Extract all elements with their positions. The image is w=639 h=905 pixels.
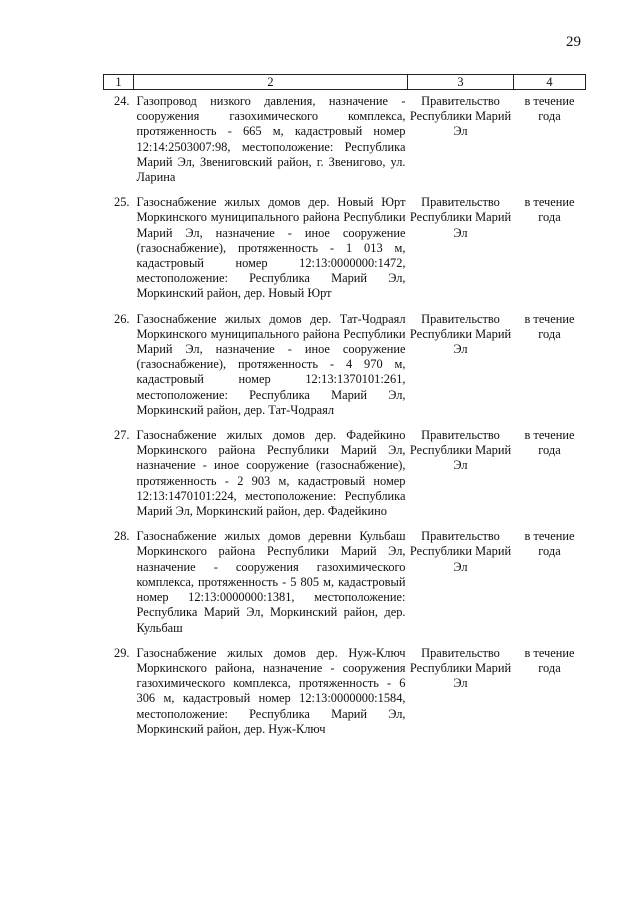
column-header-2: 2	[134, 75, 408, 90]
column-header-4: 4	[514, 75, 586, 90]
column-header-1: 1	[104, 75, 134, 90]
object-description: Газоснабжение жилых домов дер. Нуж-Ключ Моркинского района, назначение - сооружения газохимического комплекса, протяженность - 6 306 м, кадастровый номер 12:13:0000000:1584, местоположение: Республика Марий Эл, Моркинский район, дер. Нуж-Ключ	[136, 645, 406, 736]
responsible-body: Правительство Республики Марий Эл	[409, 195, 512, 240]
object-description: Газоснабжение жилых домов деревни Кульбаш Моркинского района Республики Марий Эл, назначение - сооружения газохимического комплекса, протяженность - 5 805 м, кадастровый номер 12:13:0000000:1381, местоположение: Республика Марий Эл, Моркинский район, дер. Кульбаш	[136, 529, 406, 635]
object-description: Газоснабжение жилых домов дер. Тат-Чодраял Моркинского муниципального района Республики Марий Эл, назначение - иное сооружение (газоснабжение), протяженность - 4 970 м, кадастровый номер 12:13:1370101:261, местоположение: Республика Марий Эл, Моркинский район, дер. Тат-Чодраял	[136, 311, 406, 417]
column-header-3: 3	[408, 75, 514, 90]
term: в течение года	[524, 428, 575, 458]
term: в течение года	[524, 311, 575, 341]
row-number: 26.	[114, 311, 130, 326]
table-row	[104, 642, 586, 743]
row-number: 28.	[114, 529, 130, 544]
table-row	[104, 308, 586, 424]
object-description: Газоснабжение жилых домов дер. Новый Юрт Моркинского муниципального района Республики Марий Эл, назначение - иное сооружение (газоснабжение), протяженность - 1 013 м, кадастровый номер 12:13:0000000:1472, местоположение: Республика Марий Эл, Моркинский район, дер. Новый Юрт	[136, 195, 406, 301]
responsible-body: Правительство Республики Марий Эл	[409, 645, 512, 691]
row-number: 24.	[114, 94, 130, 108]
table-row	[104, 191, 586, 307]
term: в течение года	[524, 645, 575, 675]
table-header-row	[104, 75, 586, 90]
property-table	[103, 74, 586, 743]
term: в течение года	[524, 94, 575, 124]
responsible-body: Правительство Республики Марий Эл	[409, 311, 512, 357]
row-number: 27.	[114, 428, 130, 443]
term: в течение года	[524, 195, 575, 225]
responsible-body: Правительство Республики Марий Эл	[409, 529, 512, 574]
table-row	[104, 90, 586, 192]
responsible-body: Правительство Республики Марий Эл	[409, 428, 512, 473]
table-row	[104, 525, 586, 641]
object-description: Газоснабжение жилых домов дер. Фадейкино Моркинского района Республики Марий Эл, назначение - иное сооружение (газоснабжение), протяженность - 2 903 м, кадастровый номер 12:13:1470101:224, местоположение: Республика Марий Эл, Моркинский район, дер. Фадейкино	[136, 428, 406, 519]
term: в течение года	[524, 529, 575, 559]
object-description: Газопровод низкого давления, назначение - сооружения газохимического комплекса, протяженность - 665 м, кадастровый номер 12:14:2503007:98, местоположение: Республика Марий Эл, Звениговский район, г. Звенигово, ул. Ларина	[136, 94, 406, 185]
row-number: 29.	[114, 645, 130, 660]
row-number: 25.	[114, 195, 130, 210]
table-row	[104, 424, 586, 525]
responsible-body: Правительство Республики Марий Эл	[409, 94, 512, 139]
page-number: 29	[566, 34, 581, 50]
